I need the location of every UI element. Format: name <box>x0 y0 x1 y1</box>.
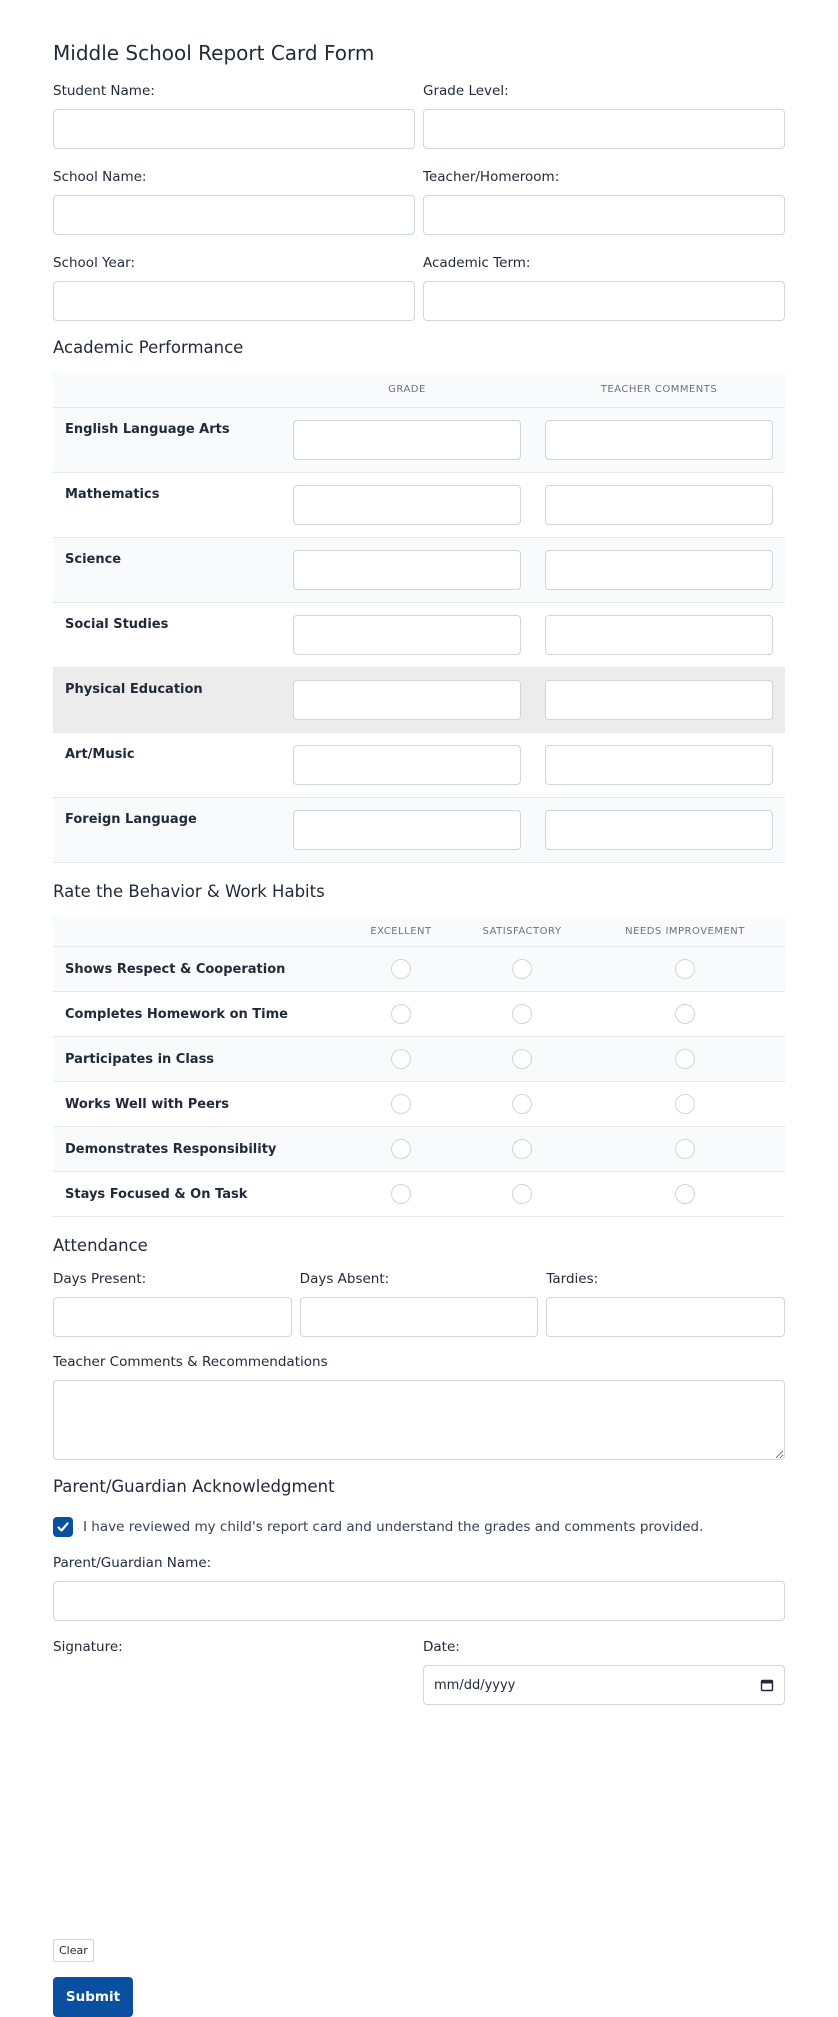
grade-level-group <box>423 82 785 149</box>
comments-cell <box>533 407 785 472</box>
days-present-group <box>53 1270 292 1337</box>
satisfactory-radio[interactable] <box>512 1049 532 1069</box>
academic-term-label: Academic Term: <box>423 255 531 271</box>
excellent-cell <box>343 1172 459 1217</box>
needs-improvement-cell <box>585 1172 785 1217</box>
satisfactory-cell <box>459 1127 585 1172</box>
academic-term-group <box>423 254 785 321</box>
satisfactory-cell <box>459 1037 585 1082</box>
academic-heading: Academic Performance <box>53 338 244 357</box>
row-school-teacher <box>53 168 785 235</box>
behavior-row <box>53 992 785 1037</box>
grade-input[interactable] <box>293 420 521 460</box>
excellent-radio[interactable] <box>391 1184 411 1204</box>
needs-improvement-cell <box>585 1082 785 1127</box>
grade-cell <box>281 797 533 862</box>
comments-cell <box>533 667 785 732</box>
subject-name: Physical Education <box>53 667 281 732</box>
school-year-group <box>53 254 415 321</box>
grade-input[interactable] <box>293 485 521 525</box>
signature-pad[interactable] <box>53 1665 415 1815</box>
signature-label: Signature: <box>53 1639 123 1655</box>
student-name-label: Student Name: <box>53 83 155 99</box>
grade-cell <box>281 602 533 667</box>
excellent-radio[interactable] <box>391 1139 411 1159</box>
needs-improvement-radio[interactable] <box>675 1004 695 1024</box>
excellent-cell <box>343 1127 459 1172</box>
comments-cell <box>533 472 785 537</box>
grade-cell <box>281 537 533 602</box>
satisfactory-radio[interactable] <box>512 1139 532 1159</box>
subject-comments-input[interactable] <box>545 615 773 655</box>
satisfactory-radio[interactable] <box>512 1184 532 1204</box>
row-year-term <box>53 254 785 321</box>
behavior-heading: Rate the Behavior & Work Habits <box>53 881 325 901</box>
excellent-radio[interactable] <box>391 1049 411 1069</box>
calendar-icon[interactable] <box>760 1678 774 1692</box>
needs-improvement-cell <box>585 947 785 992</box>
excellent-radio[interactable] <box>391 959 411 979</box>
school-name-input[interactable] <box>53 195 415 235</box>
comments-cell <box>533 797 785 862</box>
attendance-heading: Attendance <box>53 1236 148 1255</box>
comments-cell <box>533 602 785 667</box>
needs-improvement-radio[interactable] <box>675 1184 695 1204</box>
academic-term-input[interactable] <box>423 281 785 321</box>
excellent-cell <box>343 992 459 1037</box>
days-present-label: Days Present: <box>53 1271 147 1287</box>
academic-table <box>53 373 785 863</box>
header-behavior <box>53 917 343 947</box>
needs-improvement-cell <box>585 1037 785 1082</box>
header-teacher-comments: TEACHER COMMENTS <box>600 384 718 396</box>
row-signature-date <box>53 1638 785 1815</box>
behavior-row <box>53 1037 785 1082</box>
grade-cell <box>281 732 533 797</box>
date-group <box>423 1638 785 1815</box>
behavior-label: Demonstrates Responsibility <box>53 1127 343 1172</box>
school-name-group <box>53 168 415 235</box>
student-name-input[interactable] <box>53 109 415 149</box>
comments-cell <box>533 732 785 797</box>
teacher-comments-textarea[interactable] <box>53 1380 785 1460</box>
subject-name: Foreign Language <box>53 797 281 862</box>
grade-level-label: Grade Level: <box>423 83 509 99</box>
grade-cell <box>281 667 533 732</box>
tardies-group <box>546 1270 785 1337</box>
satisfactory-cell <box>459 1082 585 1127</box>
comments-cell <box>533 537 785 602</box>
grade-cell <box>281 407 533 472</box>
academic-row <box>53 667 785 732</box>
needs-improvement-cell <box>585 1127 785 1172</box>
satisfactory-cell <box>459 947 585 992</box>
academic-row <box>53 797 785 862</box>
date-input[interactable] <box>423 1665 785 1705</box>
school-name-label: School Name: <box>53 169 147 185</box>
satisfactory-radio[interactable] <box>512 1004 532 1024</box>
grade-cell <box>281 472 533 537</box>
teacher-group <box>423 168 785 235</box>
subject-comments-input[interactable] <box>545 550 773 590</box>
subject-comments-input[interactable] <box>545 745 773 785</box>
behavior-label: Stays Focused & On Task <box>53 1172 343 1217</box>
academic-row <box>53 537 785 602</box>
subject-comments-input[interactable] <box>545 420 773 460</box>
school-year-input[interactable] <box>53 281 415 321</box>
satisfactory-radio[interactable] <box>512 1094 532 1114</box>
submit-button[interactable]: Submit <box>53 1977 133 2017</box>
academic-table-header <box>53 373 785 407</box>
behavior-row <box>53 1082 785 1127</box>
grade-input[interactable] <box>293 550 521 590</box>
behavior-label: Participates in Class <box>53 1037 343 1082</box>
behavior-label: Completes Homework on Time <box>53 992 343 1037</box>
tardies-input[interactable] <box>546 1297 785 1337</box>
date-placeholder: mm/dd/yyyy <box>434 1677 516 1693</box>
teacher-input[interactable] <box>423 195 785 235</box>
needs-improvement-radio[interactable] <box>675 959 695 979</box>
behavior-table-header <box>53 917 785 947</box>
teacher-label: Teacher/Homeroom: <box>423 169 560 185</box>
acknowledgment-text: I have reviewed my child's report card and understand the grades and comments provided. <box>83 1519 704 1535</box>
behavior-table <box>53 917 785 1218</box>
satisfactory-cell <box>459 1172 585 1217</box>
actions <box>53 1939 785 2017</box>
grade-input[interactable] <box>293 680 521 720</box>
tardies-label: Tardies: <box>546 1271 599 1287</box>
academic-row <box>53 732 785 797</box>
behavior-row <box>53 1172 785 1217</box>
subject-name: Science <box>53 537 281 602</box>
parent-heading: Parent/Guardian Acknowledgment <box>53 1477 335 1496</box>
satisfactory-radio[interactable] <box>512 959 532 979</box>
row-attendance <box>53 1270 785 1337</box>
subject-name: Social Studies <box>53 602 281 667</box>
behavior-row <box>53 1127 785 1172</box>
subject-name: Art/Music <box>53 732 281 797</box>
header-excellent: EXCELLENT <box>370 925 432 937</box>
academic-row <box>53 602 785 667</box>
days-absent-label: Days Absent: <box>299 1271 390 1287</box>
subject-comments-input[interactable] <box>545 485 773 525</box>
needs-improvement-radio[interactable] <box>675 1139 695 1159</box>
behavior-label: Works Well with Peers <box>53 1082 343 1127</box>
subject-name: Mathematics <box>53 472 281 537</box>
grade-input[interactable] <box>293 810 521 850</box>
academic-row <box>53 472 785 537</box>
needs-improvement-cell <box>585 992 785 1037</box>
grade-input[interactable] <box>293 745 521 785</box>
excellent-cell <box>343 1037 459 1082</box>
header-needs-improvement: NEEDS IMPROVEMENT <box>625 925 745 937</box>
behavior-label: Shows Respect & Cooperation <box>53 947 343 992</box>
excellent-radio[interactable] <box>391 1094 411 1114</box>
acknowledgment-checkbox[interactable] <box>53 1517 73 1537</box>
row-student-grade <box>53 82 785 149</box>
teacher-comments-label: Teacher Comments & Recommendations <box>53 1354 328 1370</box>
header-subject <box>53 373 281 407</box>
days-present-input[interactable] <box>53 1297 292 1337</box>
days-absent-input[interactable] <box>300 1297 539 1337</box>
days-absent-group <box>300 1270 539 1337</box>
subject-comments-input[interactable] <box>545 810 773 850</box>
clear-button[interactable]: Clear <box>53 1939 94 1962</box>
satisfactory-cell <box>459 992 585 1037</box>
behavior-row <box>53 947 785 992</box>
parent-name-label: Parent/Guardian Name: <box>53 1555 212 1571</box>
excellent-cell <box>343 947 459 992</box>
page-title: Middle School Report Card Form <box>53 41 375 65</box>
subject-comments-input[interactable] <box>545 680 773 720</box>
school-year-label: School Year: <box>53 255 136 271</box>
needs-improvement-radio[interactable] <box>675 1094 695 1114</box>
header-satisfactory: SATISFACTORY <box>482 925 562 937</box>
header-grade: GRADE <box>388 384 426 396</box>
needs-improvement-radio[interactable] <box>675 1049 695 1069</box>
acknowledgment-row <box>53 1517 785 1537</box>
subject-name: English Language Arts <box>53 407 281 472</box>
grade-level-input[interactable] <box>423 109 785 149</box>
check-icon <box>56 1520 70 1534</box>
student-name-group <box>53 82 415 149</box>
signature-group <box>53 1638 415 1815</box>
excellent-radio[interactable] <box>391 1004 411 1024</box>
date-label: Date: <box>423 1639 460 1655</box>
grade-input[interactable] <box>293 615 521 655</box>
excellent-cell <box>343 1082 459 1127</box>
parent-name-input[interactable] <box>53 1581 785 1621</box>
academic-row <box>53 407 785 472</box>
